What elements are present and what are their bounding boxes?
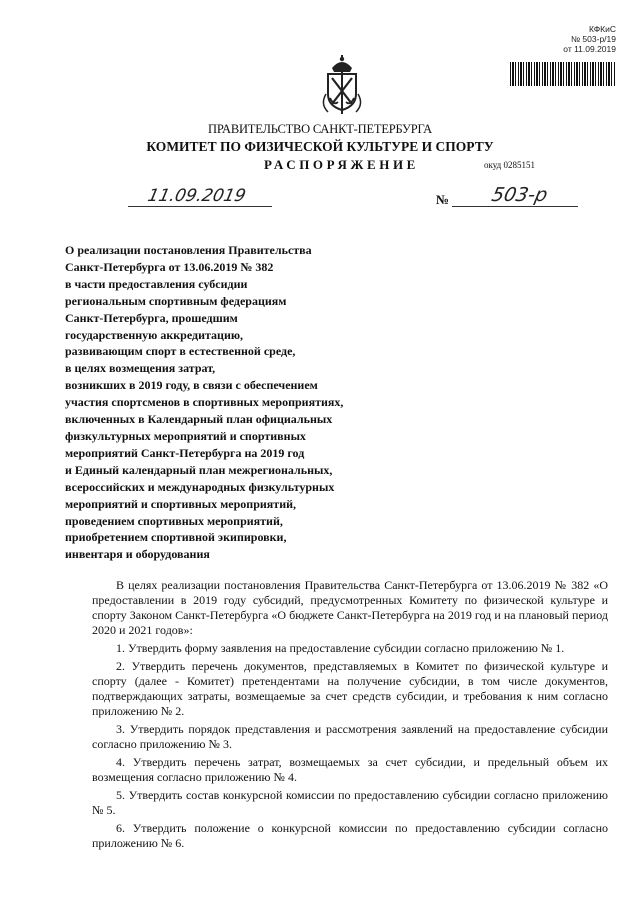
title-line: в целях возмещения затрат, (65, 361, 216, 376)
document-body (92, 578, 608, 851)
number-underline (452, 206, 578, 207)
order-item: 2. Утвердить перечень документов, представляемых в Комитет по физической культуре и спорту (далее - Комитет) претендентами на получение субсидии, в том числе документов, подтверждающих затраты, возмещаемые за счет средств субсидии, и требования к ним согласно приложению № 2. (92, 659, 608, 718)
title-line: мероприятий Санкт-Петербурга на 2019 год (65, 445, 305, 460)
title-line: региональным спортивным федерациям (65, 293, 287, 308)
intro-paragraph: В целях реализации постановления Правительства Санкт-Петербурга от 13.06.2019 № 382 «О предоставлении в 2019 году субсидий, предусмотренных Комитету по физической культуре и спорту Законом Санкт-Петербурга «О бюджете Санкт-Петербурга на 2019 год и на плановый период 2020 и 2021 годов»: (92, 578, 608, 637)
stamp-line-2: № 503-р/19 (570, 34, 616, 44)
order-item: 3. Утвердить порядок представления и рассмотрения заявлений на предоставление субсидии согласно приложению № 3. (92, 722, 608, 751)
date-underline (128, 206, 272, 207)
stamp-line-1: КФКиС (589, 24, 616, 34)
title-line: приобретением спортивной экипировки, (65, 530, 287, 545)
registration-stamp (508, 24, 616, 54)
committee-name: КОМИТЕТ ПО ФИЗИЧЕСКОЙ КУЛЬТУРЕ И СПОРТУ (146, 139, 494, 154)
coat-of-arms-icon (318, 54, 366, 116)
document-number: 503-р (489, 184, 550, 206)
government-name: ПРАВИТЕЛЬСТВО САНКТ-ПЕТЕРБУРГА (208, 122, 432, 136)
order-item: 1. Утвердить форму заявления на предоставление субсидии согласно приложению № 1. (116, 641, 565, 655)
stamp-line-3: от 11.09.2019 (563, 44, 616, 54)
barcode (510, 62, 616, 86)
title-line: и Единый календарный план межрегиональных, (65, 462, 333, 477)
title-line: включенных в Календарный план официальных (65, 412, 333, 427)
title-line: Санкт-Петербурга от 13.06.2019 № 382 (65, 259, 274, 274)
title-line: развивающим спорт в естественной среде, (65, 344, 296, 359)
title-line: государственную аккредитацию, (65, 327, 244, 342)
number-label: № (436, 192, 450, 207)
title-line: проведением спортивных мероприятий, (65, 513, 283, 528)
document-title (65, 242, 385, 563)
title-line: Санкт-Петербурга, прошедшим (65, 310, 238, 325)
title-line: физкультурных мероприятий и спортивных (65, 428, 306, 443)
okud-code: окуд 0285151 (484, 160, 536, 170)
title-line: инвентаря и оборудования (65, 547, 210, 562)
title-line: мероприятий и спортивных мероприятий, (65, 496, 297, 511)
order-item: 5. Утвердить состав конкурсной комиссии по предоставлению субсидии согласно приложению № 5. (92, 788, 608, 817)
title-line: возникших в 2019 году, в связи с обеспечением (65, 378, 318, 393)
document-type: РАСПОРЯЖЕНИЕ (264, 157, 419, 172)
order-item: 6. Утвердить положение о конкурсной комиссии по предоставлению субсидии согласно приложению № 6. (92, 821, 608, 850)
title-line: О реализации постановления Правительства (65, 243, 312, 257)
order-item: 4. Утвердить перечень затрат, возмещаемых за счет субсидии, и предельный объем их возмещения согласно приложению № 4. (92, 755, 608, 784)
title-line: всероссийских и международных физкультурных (65, 479, 335, 494)
title-line: участия спортсменов в спортивных мероприятиях, (65, 395, 344, 410)
document-date: 11.09.2019 (145, 186, 248, 206)
title-line: в части предоставления субсидии (65, 276, 248, 291)
